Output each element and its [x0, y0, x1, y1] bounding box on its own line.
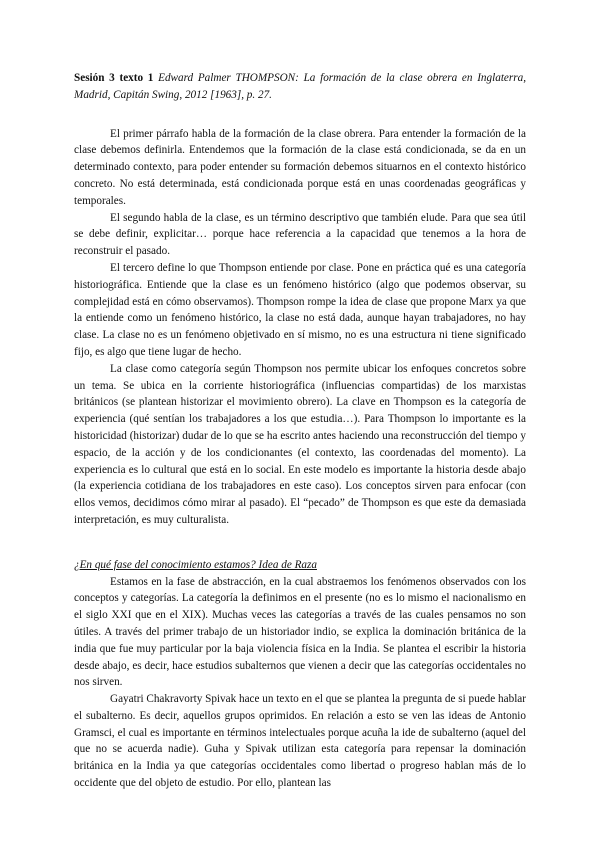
section-title: ¿En qué fase del conocimiento estamos? Idea de Raza: [74, 558, 317, 571]
paragraph-4: La clase como categoría según Thompson nos permite ubicar los enfoques concretos sobre un tema. Se ubica en la corriente historiográfica (influencias compartidas) de los marxistas británicos (se plantean historizar el movimiento obrero). La clave en Thompson es la categoría de experiencia (qué sentían los trabajadores a los que estudia…). Para Thompson lo importante es la historicidad (historizar) dudar de lo que se ha escrito antes haciendo una reconstrucción del tiempo y espacio, de la acción y de los condicionantes (el contexto, las coordenadas del momento). La experiencia es lo cultural que está en lo social. En este modelo es importante la historia desde abajo (la experiencia cotidiana de los trabajadores en este caso). Los conceptos sirven para enfocar (con ellos vemos, decidimos cómo mirar al pasado). El “pecado” de Thompson es que este da demasiada interpretación, es muy culturalista.: [74, 362, 526, 526]
section-paragraph-2: Gayatri Chakravorty Spivak hace un texto en el que se plantea la pregunta de si puede hablar el subalterno. Es decir, aquellos grupos oprimidos. En relación a esto se ven las ideas de Antonio Gramsci, el cual es importante en términos intelectuales porque acuña la ide de subalterno (aquel del que no se acuerda nadie). Guha y Spivak utilizan esta categoría para repensar la dominación británica en la India ya que categorías occidentales como libertad o progreso hablan más de lo occidente que del objeto de estudio. Por ello, plantean las: [74, 693, 526, 790]
paragraph-2: El segundo habla de la clase, es un término descriptivo que también elude. Para que sea útil se debe definir, explicitar… porque hace referencia a la capacidad que tenemos a la hora de reconstruir el pasado.: [74, 211, 526, 258]
citation: Edward Palmer THOMPSON: La formación de la clase obrera en Inglaterra, Madrid, Capitán Swing, 2012 [1963], p. 27.: [74, 72, 526, 101]
session-label: Sesión 3 texto 1: [74, 72, 154, 84]
paragraph-1: El primer párrafo habla de la formación de la clase obrera. Para entender la formación de la clase debemos definirla. Entendemos que la formación de la clase está condicionada, se da en un determinado contexto, para poder entender su formación debemos situarnos en el contexto histórico concreto. No está determinada, está condicionada porque está en unas coordenadas geográficas y temporales.: [74, 127, 526, 207]
section-paragraph-1: Estamos en la fase de abstracción, en la cual abstraemos los fenómenos observados con los conceptos y categorías. La categoría la definimos en el presente (no es lo mismo el nacionalismo en el siglo XXI que en el XIX). Muchas veces las categorías a través de las cuales pensamos no son útiles. A través del primer trabajo de un historiador indio, se explica la dominación británica de la india que fue muy particular por la baja violencia física en la India. Se plantea el escribir la historia desde abajo, es decir, hace estudios subalternos que vienen a decir que las categorías occidentales no nos sirven.: [74, 575, 526, 689]
paragraph-3: El tercero define lo que Thompson entiende por clase. Pone en práctica qué es una categoría historiográfica. Entiende que la clase es un fenómeno histórico (algo que podemos observar, su complejidad está en cómo observamos). Thompson rompe la idea de clase que propone Marx ya que la entiende como un fenómeno histórico, la clase no está dada, aunque hayan trabajadores, no hay clase. La clase no es un fenómeno objetivado en sí mismo, no es una estructura ni tiene significado fijo, es algo que tiene lugar de hecho.: [74, 261, 526, 358]
document-header: [74, 70, 526, 104]
document-page: [74, 70, 526, 792]
